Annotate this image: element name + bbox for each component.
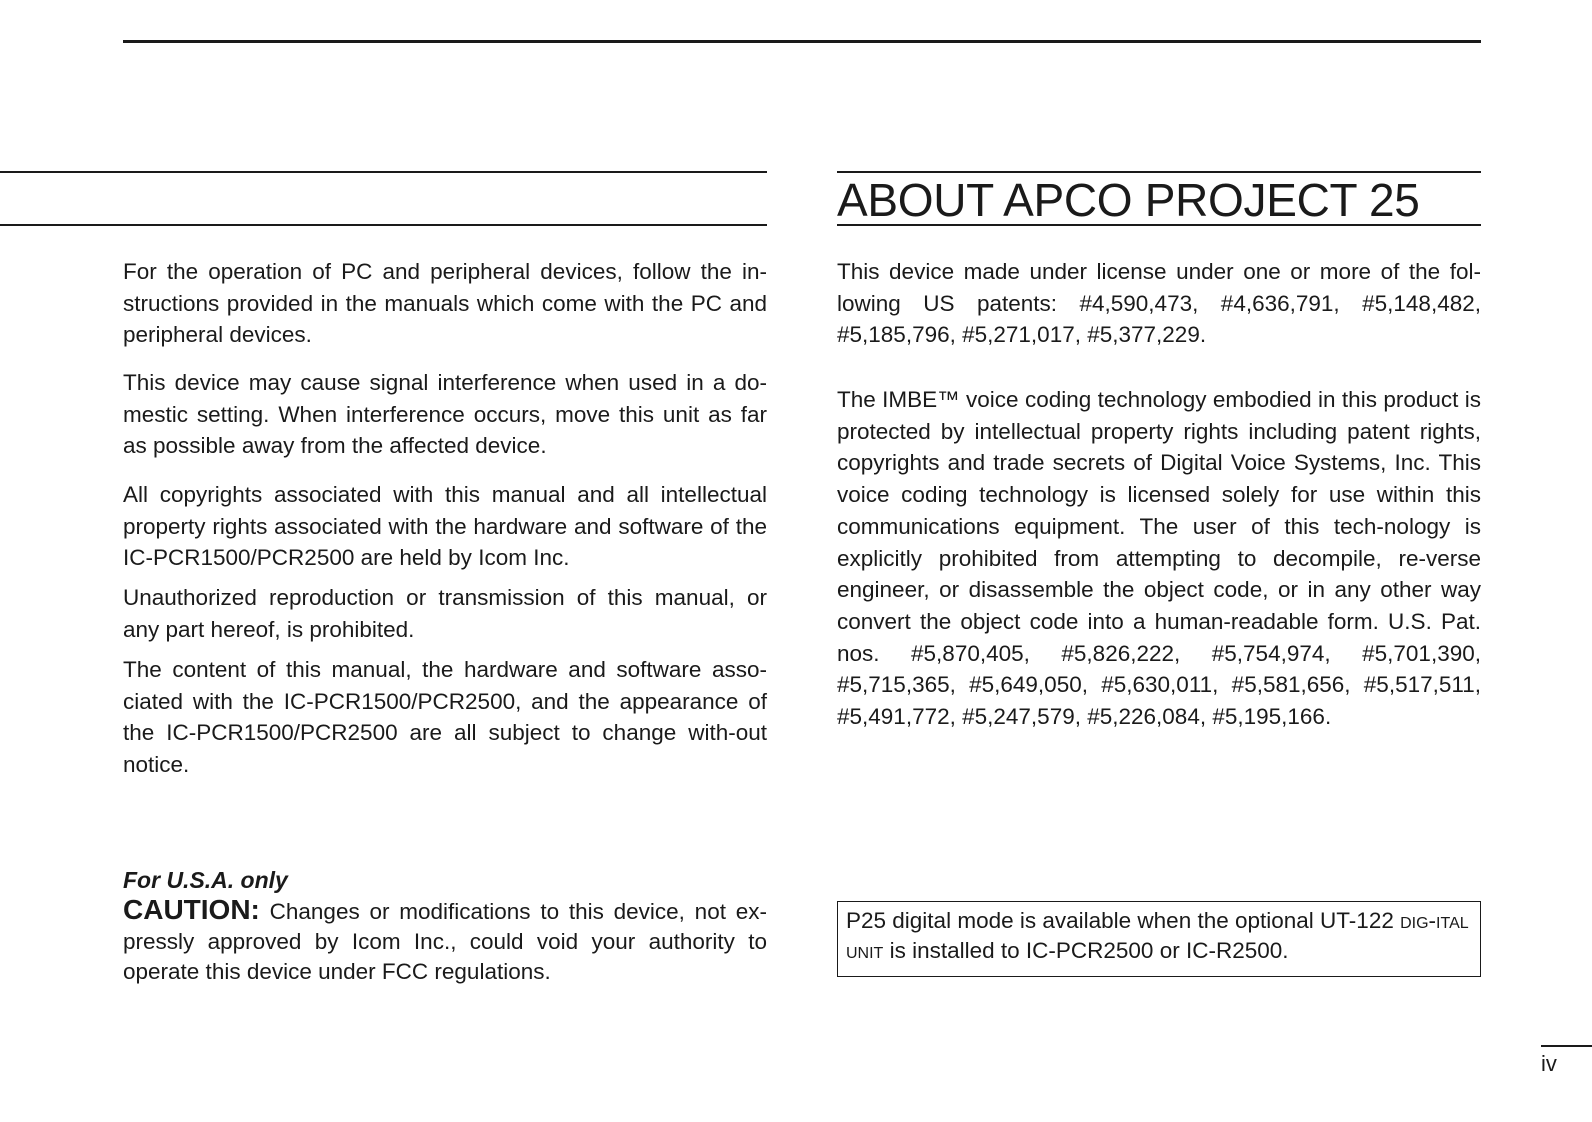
p25-note-text: P25 digital mode is available when the optional UT-122 xyxy=(846,908,1401,933)
digital-unit-label: dig-ital unit xyxy=(846,908,1469,963)
patents-paragraph: This device made under license under one or more of the fol-lowing US patents: #4,590,473, #4,636,791, #5,148,482, #5,185,796, #5,271,017, #5,377,229. xyxy=(837,259,1481,348)
caution-label: CAUTION: xyxy=(123,894,260,925)
pc-operation-paragraph: For the operation of PC and peripheral devices, follow the in-structions provided in the manuals which come with the PC and peripheral devices. xyxy=(123,259,767,348)
caution-paragraph xyxy=(123,895,767,987)
top-rule xyxy=(123,40,1481,43)
imbe-paragraph: The IMBE™ voice coding technology embodied in this product is protected by intellectual property rights including patent rights, copyrights and trade secrets of Digital Voice Systems, Inc. This voice coding technology is licensed solely for use within this communications equipment. The user of this tech-nology is explicitly prohibited from attempting to decompile, re-verse engineer, or disassemble the object code, or in any other way convert the object code into a human-readable form. U.S. Pat. nos. #5,870,405, #5,826,222, #5,754,974, #5,701,390, #5,715,365, #5,649,050, #5,630,011, #5,581,656, #5,517,511, #5,491,772, #5,247,579, #5,226,084, #5,195,166. xyxy=(837,387,1481,730)
reproduction-paragraph: Unauthorized reproduction or transmission of this manual, or any part hereof, is prohibited. xyxy=(123,585,767,642)
content-change-paragraph: The content of this manual, the hardware and software asso-ciated with the IC-PCR1500/PCR2500, and the appearance of the IC-PCR1500/PCR2500 are all subject to change with-out notice. xyxy=(123,657,767,778)
right-heading-rule-top xyxy=(837,171,1481,173)
page-number: iv xyxy=(1541,1051,1557,1076)
page-number-rule xyxy=(1541,1045,1592,1047)
copyright-paragraph: All copyrights associated with this manual and all intellectual property rights associated with the hardware and software of the IC-PCR1500/PCR2500 are held by Icom Inc. xyxy=(123,482,767,571)
caution-text: Changes or modifications to this device, not ex-pressly approved by Icom Inc., could void your authority to operate this device under FCC regulations. xyxy=(123,899,767,984)
usa-only-label: For U.S.A. only xyxy=(123,867,288,893)
p25-note-box xyxy=(837,901,1481,977)
left-heading-rule-bottom xyxy=(0,224,767,226)
left-heading-rule-top xyxy=(0,171,767,173)
interference-paragraph: This device may cause signal interference when used in a do-mestic setting. When interference occurs, move this unit as far as possible away from the affected device. xyxy=(123,370,767,459)
page-title: ABOUT APCO PROJECT 25 xyxy=(837,174,1420,226)
p25-note-text-end: is installed to IC-PCR2500 or IC-R2500. xyxy=(883,938,1289,963)
